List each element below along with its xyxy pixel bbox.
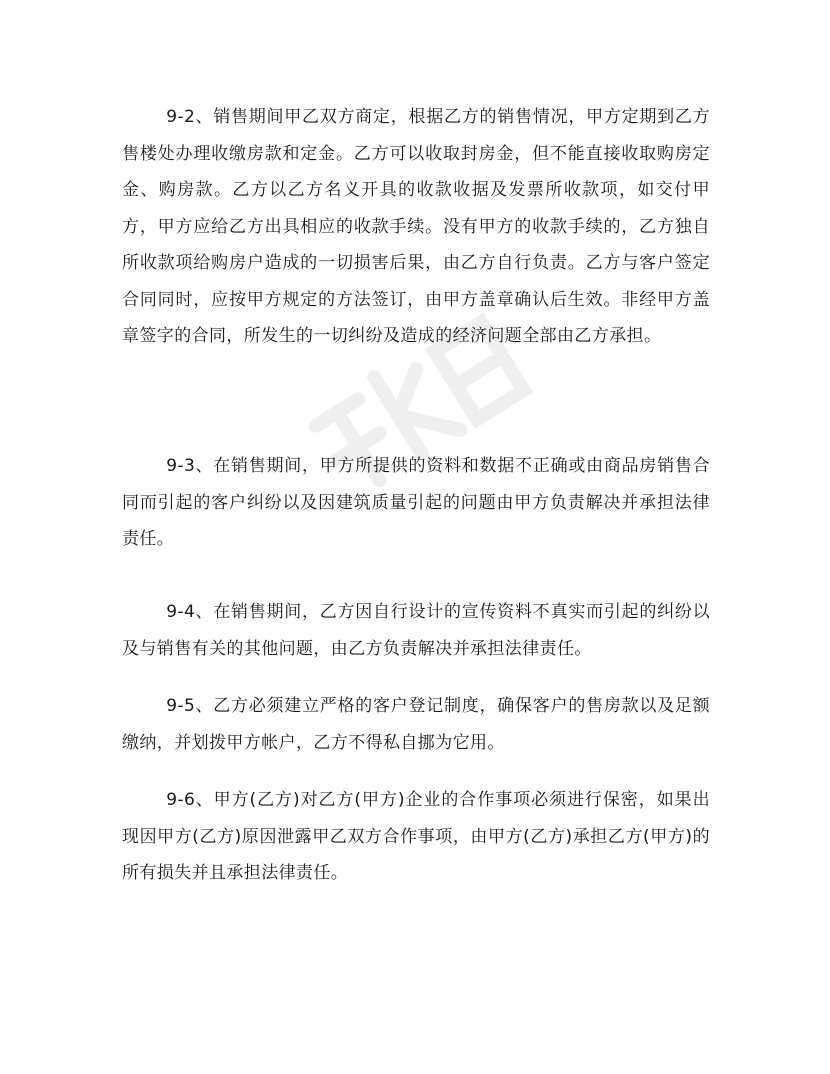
clause-9-2-paragraph: 9-2、销售期间甲乙双方商定，根据乙方的销售情况，甲方定期到乙方售楼处办理收缴房款和定金。乙方可以收取封房金，但不能直接收取购房定金、购房款。乙方以乙方名义开具的收款收据及发票所收款项，如交付甲方，甲方应给乙方出具相应的收款手续。没有甲方的收款手续的，乙方独自所收款项给购房户造成的一切损害后果，由乙方自行负责。乙方与客户签定合同同时，应按甲方规定的方法签订，由甲方盖章确认后生效。非经甲方盖章签字的合同，所发生的一切纠纷及造成的经济问题全部由乙方承担。 <box>122 107 710 346</box>
clause-9-4-paragraph: 9-4、在销售期间，乙方因自行设计的宣传资料不真实而引起的纠纷以及与销售有关的其他问题，由乙方负责解决并承担法律责任。 <box>122 602 710 659</box>
clause-9-5-paragraph: 9-5、乙方必须建立严格的客户登记制度，确保客户的售房款以及足额缴纳，并划拨甲方帐户，乙方不得私自挪为它用。 <box>122 696 710 753</box>
clause-9-6-paragraph: 9-6、甲方(乙方)对乙方(甲方)企业的合作事项必须进行保密，如果出现因甲方(乙方)原因泄露甲乙双方合作事项，由甲方(乙方)承担乙方(甲方)的所有损失并且承担法律责任。 <box>122 790 710 883</box>
clause-9-3-paragraph: 9-3、在销售期间，甲方所提供的资料和数据不正确或由商品房销售合同而引起的客户纠纷以及因建筑质量引起的问题由甲方负责解决并承担法律责任。 <box>122 456 710 549</box>
